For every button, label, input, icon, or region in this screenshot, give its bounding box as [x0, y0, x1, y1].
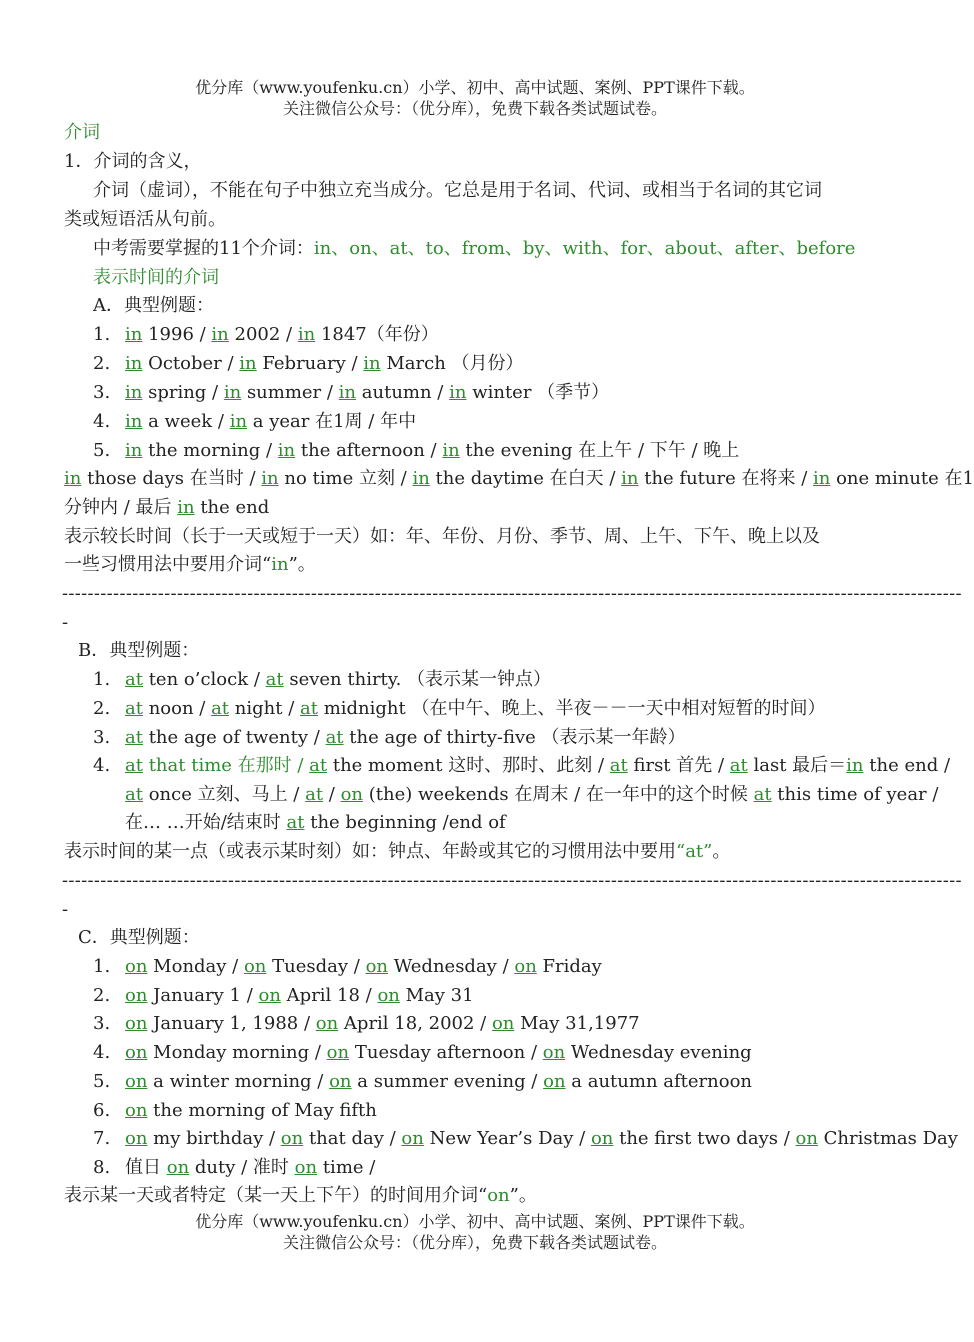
- prep-word: in: [239, 353, 257, 374]
- text: autumn /: [361, 382, 450, 403]
- item-number: 4.: [93, 1042, 111, 1064]
- prep-word: in: [125, 353, 143, 374]
- section-a-item: [93, 352, 524, 378]
- section-a-item: [93, 323, 439, 349]
- required-prepositions: [93, 237, 855, 263]
- prep-word: on: [294, 1157, 318, 1178]
- text: 在… …开始/结束时: [125, 812, 287, 833]
- prep-word: at: [286, 812, 305, 833]
- prep-word: on: [401, 1128, 424, 1150]
- text: Monday /: [153, 956, 244, 977]
- text: the afternoon /: [300, 440, 443, 461]
- prep-word: on: [125, 1070, 148, 1092]
- text: first 首先 /: [633, 755, 730, 776]
- text: 表示某一天或者特定（某一天上下午）的时间用介词“: [64, 1185, 488, 1206]
- prep-word: at: [609, 755, 628, 776]
- section-b-label: B．典型例题：: [78, 640, 200, 661]
- footer-line-1: 优分库（www.youfenku.cn）小学、初中、高中试题、案例、PPT课件下载。: [195, 1212, 755, 1231]
- section-c-label: C．典型例题：: [78, 927, 200, 948]
- header-line-1: 优分库（www.youfenku.cn）小学、初中、高中试题、案例、PPT课件下载。: [195, 78, 755, 97]
- prep-word: at: [125, 784, 143, 805]
- text: 。: [712, 841, 731, 862]
- section-c-item: [93, 1099, 377, 1125]
- footer-line-2: 关注微信公众号：（优分库），免费下载各类试题试卷。: [282, 1233, 667, 1252]
- text: April 18, 2002 /: [343, 1013, 492, 1035]
- prep-word: in: [177, 497, 195, 518]
- text: one minute 在1: [836, 468, 974, 489]
- section-b-item-4-line-1: [93, 754, 950, 780]
- text: May 31: [405, 984, 474, 1006]
- text: a week /: [148, 411, 230, 432]
- text: the end: [200, 497, 270, 518]
- text: New Year’s Day /: [429, 1128, 591, 1150]
- prep-word: in: [277, 440, 296, 461]
- section-a-summary-2: [64, 553, 316, 579]
- text: the first two days /: [619, 1128, 796, 1150]
- item-number: 3.: [93, 727, 111, 748]
- text: 一些习惯用法中要用介词“: [64, 554, 272, 575]
- required-list: in、on、at、to、from、by、with、for、about、after、before: [313, 238, 856, 259]
- prep-word: in: [125, 440, 143, 461]
- prep-word: in: [363, 353, 381, 374]
- prep-word: on: [243, 956, 267, 977]
- item-number: 1.: [93, 669, 111, 690]
- prep-word: on: [258, 984, 281, 1006]
- text: a autumn afternoon: [571, 1070, 753, 1092]
- text: 表示时间的某一点（或表示某时刻）如：钟点、年龄或其它的习惯用法中要用: [64, 841, 676, 862]
- prep-word: in: [125, 382, 143, 403]
- text: my birthday /: [153, 1128, 281, 1150]
- prep-word: on: [125, 1013, 148, 1035]
- item-number: 1.: [93, 324, 111, 345]
- text: 1996 /: [148, 324, 212, 345]
- section-c-item: [93, 984, 474, 1010]
- section-b-item-4-line-3: [125, 811, 506, 837]
- prep-word: in: [412, 468, 430, 489]
- text: the age of thirty-five （表示某一年龄）: [349, 727, 686, 748]
- text: no time 立刻 /: [284, 468, 413, 489]
- text: April 18 /: [286, 984, 378, 1006]
- text: ”。: [509, 1185, 537, 1206]
- text: ”。: [288, 554, 316, 575]
- prep-word: on: [491, 1013, 515, 1035]
- prep-word: at: [265, 669, 284, 690]
- prep-word: on: [365, 956, 388, 977]
- section-c-item: [93, 1041, 752, 1067]
- divider-2-tail: -: [62, 899, 69, 920]
- prep-word: on: [340, 784, 364, 805]
- prep-word: in: [271, 554, 289, 575]
- text: the morning of May fifth: [153, 1099, 377, 1121]
- prep-word: in: [813, 468, 831, 489]
- text: Christmas Day: [823, 1128, 958, 1150]
- section-a-item: [93, 410, 416, 436]
- intro-heading: 1．介词的含义，: [64, 151, 202, 172]
- text: Tuesday afternoon /: [354, 1042, 543, 1064]
- text: ten o’clock /: [148, 669, 266, 690]
- text: this time of year /: [777, 784, 939, 805]
- text: 1847（年份）: [320, 324, 439, 345]
- item-number: 3.: [93, 382, 111, 403]
- section-b-item: [93, 726, 686, 752]
- prep-word: on: [326, 1042, 350, 1064]
- text: Friday: [542, 956, 602, 977]
- prep-word: in: [621, 468, 639, 489]
- item-number: 1.: [93, 956, 111, 977]
- prep-word: in: [297, 324, 316, 345]
- text: summer /: [246, 382, 339, 403]
- section-c-item: [93, 1127, 958, 1153]
- section-b-summary: [64, 840, 730, 866]
- item-number: 2.: [93, 353, 111, 374]
- item-number: 5.: [93, 440, 111, 461]
- section-a-extra-2: [64, 496, 269, 522]
- prep-word: in: [229, 411, 248, 432]
- text: Monday morning /: [153, 1042, 327, 1064]
- time-heading: 表示时间的介词: [93, 267, 219, 288]
- prep-word: on: [514, 956, 537, 977]
- prep-word: at: [125, 698, 143, 719]
- prep-word: on: [125, 1099, 148, 1121]
- section-a-label: A．典型例题：: [93, 295, 214, 316]
- prep-word: on: [487, 1185, 510, 1206]
- prep-word: on: [377, 984, 400, 1006]
- prep-word: on: [590, 1128, 614, 1150]
- text: 值日: [125, 1157, 167, 1178]
- text: May 31,1977: [520, 1013, 640, 1035]
- text: last 最后＝: [753, 755, 847, 776]
- prep-word: at: [325, 727, 344, 748]
- section-c-summary: [64, 1184, 537, 1210]
- text: seven thirty. （表示某一钟点）: [289, 669, 552, 690]
- text: March （月份）: [386, 353, 524, 374]
- text: that time 在那时 /: [148, 755, 310, 776]
- text: the evening 在上午 / 下午 / 晚上: [465, 440, 740, 461]
- prep-word: on: [329, 1070, 352, 1092]
- prep-word: on: [166, 1157, 190, 1178]
- prep-word: on: [125, 956, 148, 977]
- prep-word: at: [125, 755, 143, 776]
- text: the end /: [869, 755, 951, 776]
- prep-word: in: [449, 382, 467, 403]
- text: the morning /: [148, 440, 278, 461]
- section-c-item-8: [93, 1156, 375, 1182]
- text: night /: [234, 698, 300, 719]
- intro-para-2: 类或短语活从句前。: [64, 209, 226, 230]
- prep-word: at: [300, 698, 318, 719]
- prep-word: at: [125, 727, 143, 748]
- item-number: 2.: [93, 698, 111, 719]
- text: winter （季节）: [472, 382, 610, 403]
- text: Wednesday evening: [570, 1042, 752, 1064]
- text: those days 在当时 /: [87, 468, 262, 489]
- prep-word: on: [543, 1070, 566, 1092]
- text: the age of twenty /: [148, 727, 326, 748]
- text: a year 在1周 / 年中: [252, 411, 417, 432]
- prep-word: at: [305, 784, 324, 805]
- header-line-2: 关注微信公众号：（优分库），免费下载各类试题试卷。: [282, 99, 667, 118]
- text: duty / 准时: [194, 1157, 295, 1178]
- prep-word: at: [729, 755, 748, 776]
- item-number: 8.: [93, 1157, 111, 1178]
- prep-word: on: [125, 1128, 148, 1150]
- intro-para-1: 介词（虚词），不能在句子中独立充当成分。它总是用于名词、代词、或相当于名词的其它词: [93, 180, 822, 201]
- text: the moment 这时、那时、此刻 /: [332, 755, 610, 776]
- section-a-extra-1: [64, 467, 974, 493]
- prep-word: on: [542, 1042, 566, 1064]
- text: the beginning /end of: [310, 812, 506, 833]
- prep-word: in: [125, 411, 143, 432]
- prep-word: on: [125, 1042, 148, 1064]
- prep-word: in: [846, 755, 864, 776]
- prep-word: in: [211, 324, 229, 345]
- prep-word: at: [211, 698, 230, 719]
- text: a summer evening /: [357, 1070, 544, 1092]
- text: 分钟内 / 最后: [64, 497, 178, 518]
- prep-word: on: [795, 1128, 818, 1150]
- text: a winter morning /: [153, 1070, 330, 1092]
- text: Wednesday /: [393, 956, 515, 977]
- text: Tuesday /: [272, 956, 366, 977]
- item-number: 5.: [93, 1070, 111, 1092]
- section-c-item: [93, 1012, 640, 1038]
- divider-2: ---------------------------------------------------------------------------------------------------------------------------------------------: [62, 870, 962, 891]
- text: noon /: [148, 698, 212, 719]
- prep-word: on: [315, 1013, 339, 1035]
- item-number: 6.: [93, 1099, 111, 1121]
- prep-word: in: [261, 468, 279, 489]
- prep-word: at: [125, 669, 143, 690]
- section-c-item: [93, 1070, 752, 1096]
- item-number: 4.: [93, 411, 111, 432]
- required-prefix: 中考需要掌握的11个介词：: [93, 238, 314, 259]
- prep-word: in: [223, 382, 242, 403]
- text: once 立刻、马上 /: [148, 784, 306, 805]
- divider-1-tail: -: [62, 612, 69, 633]
- section-a-item: [93, 439, 739, 465]
- section-b-item: [93, 697, 825, 723]
- item-number: 4.: [93, 755, 111, 776]
- text: that day /: [308, 1128, 402, 1150]
- section-b-item: [93, 668, 551, 694]
- divider-1: ---------------------------------------------------------------------------------------------------------------------------------------------: [62, 583, 962, 604]
- text: (the) weekends 在周末 / 在一年中的这个时候: [368, 784, 754, 805]
- prep-word: on: [125, 984, 148, 1006]
- text: the future 在将来 /: [644, 468, 813, 489]
- item-number: 3.: [93, 1013, 111, 1035]
- prep-word: in: [64, 468, 82, 489]
- text: January 1, 1988 /: [153, 1013, 316, 1035]
- doc-title: 介词: [64, 122, 100, 143]
- text: midnight （在中午、晚上、半夜－－一天中相对短暂的时间）: [323, 698, 826, 719]
- prep-word: at: [753, 784, 772, 805]
- section-c-item: [93, 955, 602, 981]
- prep-word: at: [309, 755, 328, 776]
- item-number: 7.: [93, 1128, 111, 1150]
- text: October /: [148, 353, 240, 374]
- prep-word: in: [338, 382, 357, 403]
- text: time /: [322, 1157, 376, 1178]
- prep-word: on: [280, 1128, 304, 1150]
- text: 2002 /: [234, 324, 298, 345]
- prep-word: “at”: [676, 841, 713, 862]
- text: spring /: [148, 382, 224, 403]
- section-a-summary-1: 表示较长时间（长于一天或短于一天）如：年、年份、月份、季节、周、上午、下午、晚上以及: [64, 526, 820, 547]
- section-a-item: [93, 381, 609, 407]
- text: February /: [262, 353, 364, 374]
- prep-word: in: [125, 324, 143, 345]
- text: January 1 /: [153, 984, 259, 1006]
- text: the daytime 在白天 /: [435, 468, 622, 489]
- item-number: 2.: [93, 984, 111, 1006]
- section-b-item-4-line-2: at once 立刻、马上 / at / on (the) weekends 在周末 / 在一年中的这个时候 at this time of year /: [125, 784, 939, 805]
- prep-word: in: [442, 440, 460, 461]
